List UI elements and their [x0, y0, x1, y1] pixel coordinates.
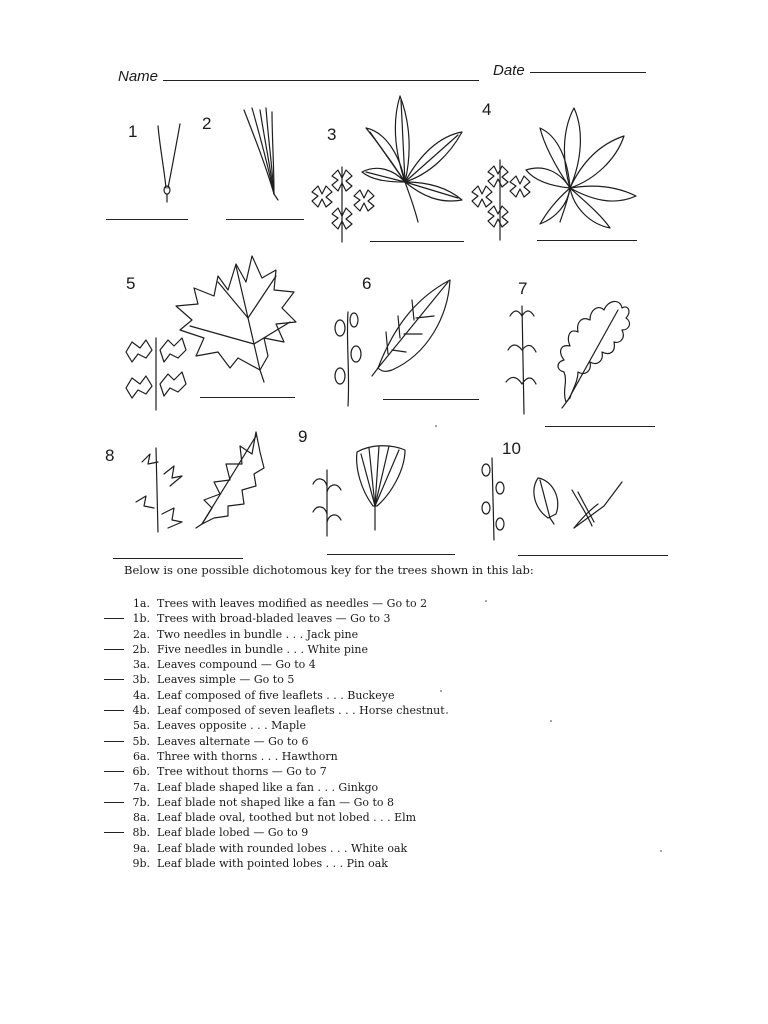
key-row-6a	[118, 749, 445, 764]
white-pine-needles-drawing	[236, 106, 286, 202]
scan-speck	[660, 850, 662, 852]
key-text: Leaf composed of seven leaflets . . . Horse chestnut	[157, 704, 445, 718]
key-text: Leaves simple — Go to 5	[157, 673, 295, 687]
key-text: Leaf blade with pointed lobes . . . Pin oak	[157, 857, 388, 871]
scan-speck	[446, 712, 448, 714]
specimen-number: 8	[105, 446, 115, 465]
key-code: 7a.	[132, 780, 150, 794]
key-code: 6a.	[132, 749, 150, 763]
dichotomous-key	[118, 596, 445, 871]
white-oak-leaf-drawing	[492, 286, 642, 416]
answer-line-10[interactable]	[518, 555, 668, 556]
specimen-number: 4	[482, 100, 492, 119]
ginkgo-leaf-drawing	[305, 440, 415, 540]
key-text: Two needles in bundle . . . Jack pine	[157, 627, 359, 641]
key-text: Five needles in bundle . . . White pine	[157, 642, 369, 656]
underline-mark	[104, 771, 124, 772]
underline-mark	[104, 649, 124, 650]
key-row-1b	[118, 611, 445, 626]
specimen-number: 6	[362, 274, 372, 293]
key-code: 9b.	[132, 857, 150, 871]
underline-mark	[104, 832, 124, 833]
key-code: 7b.	[132, 795, 150, 809]
scan-speck	[485, 600, 487, 602]
buckeye-leaf-drawing	[310, 92, 470, 242]
name-label: Name	[118, 68, 159, 85]
key-code: 3a.	[132, 658, 150, 672]
underline-mark	[104, 802, 124, 803]
key-row-9b	[118, 856, 445, 871]
key-intro-text: Below is one possible dichotomous key for the trees shown in this lab:	[124, 563, 534, 577]
key-text: Trees with leaves modified as needles — Go to 2	[157, 597, 428, 610]
answer-line-1[interactable]	[106, 219, 188, 220]
key-code: 1a.	[132, 597, 150, 610]
maple-leaf-drawing	[118, 242, 298, 412]
key-code: 2b.	[132, 642, 150, 656]
key-row-3a	[118, 657, 445, 672]
key-row-4a	[118, 688, 445, 703]
underline-mark	[104, 710, 124, 711]
specimen-number: 3	[327, 125, 337, 144]
key-text: Leaf blade oval, toothed but not lobed . . . Elm	[157, 811, 417, 825]
key-code: 2a.	[132, 627, 150, 641]
scan-speck	[435, 425, 437, 427]
answer-line-8[interactable]	[113, 558, 243, 559]
key-code: 5b.	[132, 734, 150, 748]
key-row-2b	[118, 642, 445, 657]
key-code: 6b.	[132, 765, 150, 779]
answer-line-7[interactable]	[545, 426, 655, 427]
jack-pine-needles-drawing	[150, 118, 190, 208]
date-answer-line[interactable]	[530, 72, 646, 73]
pin-oak-leaf-drawing	[128, 428, 268, 538]
key-text: Trees with broad-bladed leaves — Go to 3	[157, 612, 391, 626]
key-row-9a	[118, 841, 445, 856]
specimen-number: 5	[126, 274, 136, 293]
key-row-7b	[118, 795, 445, 810]
key-code: 3b.	[132, 673, 150, 687]
specimen-ten-drawing	[478, 452, 638, 542]
underline-mark	[104, 741, 124, 742]
key-row-4b	[118, 703, 445, 718]
key-text: Leaves compound — Go to 4	[157, 658, 316, 672]
key-code: 8a.	[132, 811, 150, 825]
key-row-5a	[118, 718, 445, 733]
key-row-6b	[118, 764, 445, 779]
key-text: Leaf blade with rounded lobes . . . White oak	[157, 841, 408, 855]
key-text: Leaves alternate — Go to 6	[157, 734, 309, 748]
key-text: Leaf composed of five leaflets . . . Buckeye	[157, 688, 395, 702]
key-code: 1b.	[132, 612, 150, 626]
answer-line-9[interactable]	[327, 554, 455, 555]
horse-chestnut-leaf-drawing	[470, 100, 645, 240]
key-row-8a	[118, 810, 445, 825]
key-code: 5a.	[132, 719, 150, 733]
key-row-3b	[118, 672, 445, 687]
answer-line-4[interactable]	[537, 240, 637, 241]
underline-mark	[104, 618, 124, 619]
key-row-2a	[118, 627, 445, 642]
key-row-7a	[118, 780, 445, 795]
specimen-number: 10	[502, 439, 521, 458]
specimen-number: 2	[202, 114, 212, 133]
scan-speck	[440, 690, 442, 692]
name-answer-line[interactable]	[163, 80, 479, 81]
underline-mark	[104, 679, 124, 680]
key-text: Leaf blade lobed — Go to 9	[157, 826, 309, 840]
elm-leaf-drawing	[328, 272, 458, 412]
key-code: 8b.	[132, 826, 150, 840]
key-code: 4a.	[132, 688, 150, 702]
specimen-number: 9	[298, 427, 308, 446]
specimen-number: 1	[128, 122, 138, 141]
scan-speck	[550, 720, 552, 722]
specimen-number: 7	[518, 279, 528, 298]
key-row-1a	[118, 596, 445, 611]
key-text: Leaf blade shaped like a fan . . . Ginkgo	[157, 780, 379, 794]
key-text: Leaf blade not shaped like a fan — Go to 8	[157, 795, 395, 809]
key-code: 4b.	[132, 704, 150, 718]
date-label: Date	[493, 62, 525, 79]
key-code: 9a.	[132, 841, 150, 855]
key-row-5b	[118, 734, 445, 749]
answer-line-2[interactable]	[226, 219, 304, 220]
key-row-8b	[118, 825, 445, 840]
key-text: Leaves opposite . . . Maple	[157, 719, 307, 733]
key-text: Tree without thorns — Go to 7	[157, 765, 327, 779]
key-text: Three with thorns . . . Hawthorn	[157, 749, 338, 763]
